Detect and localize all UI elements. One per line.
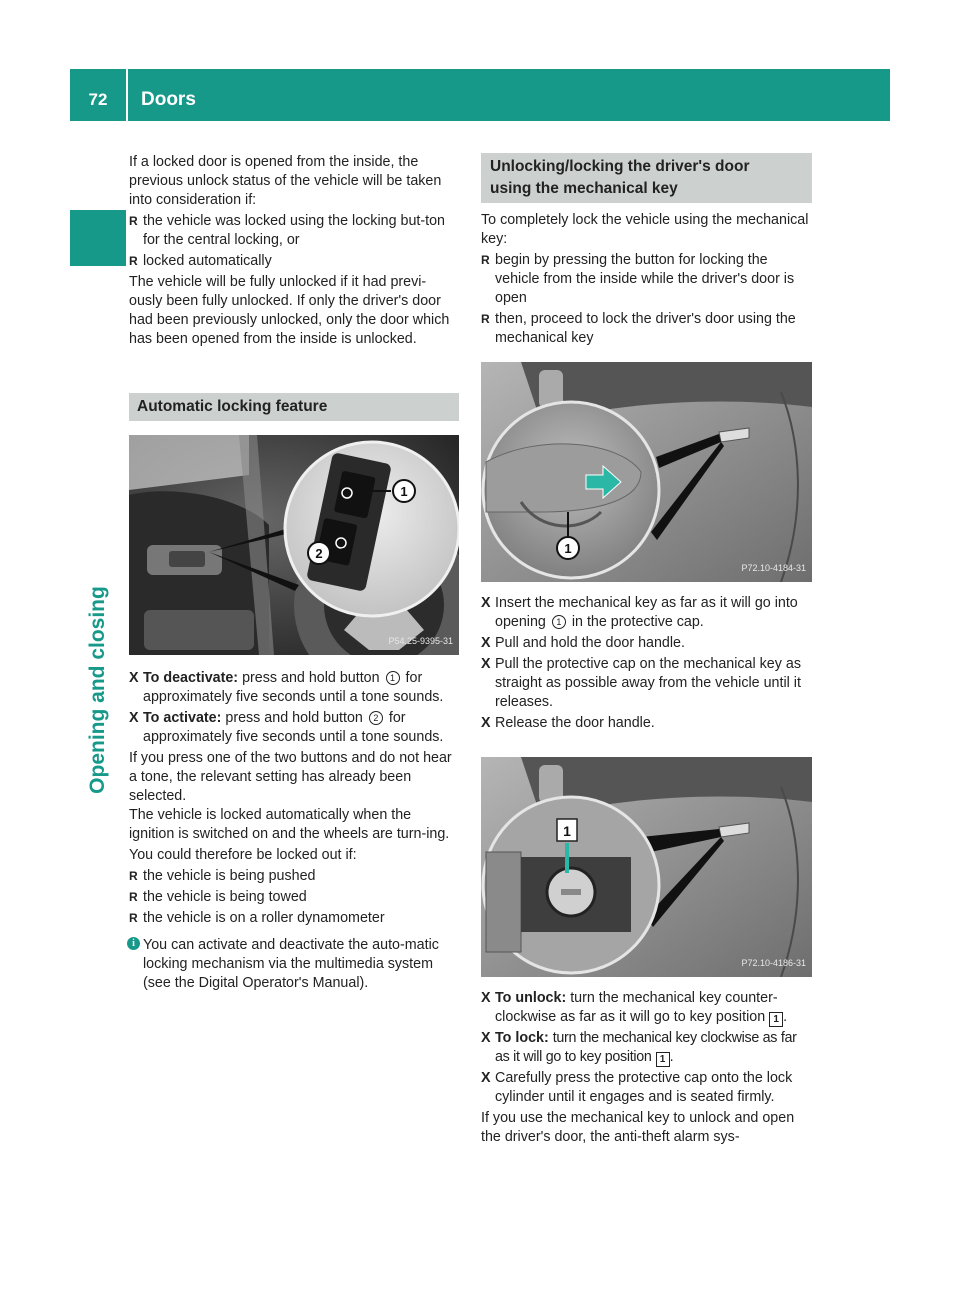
info-note [129, 936, 459, 993]
step-label: To unlock: [495, 990, 567, 1006]
step-lock [481, 1029, 812, 1067]
lock-cylinder-figure [481, 757, 812, 977]
bullet-mark: R [129, 214, 138, 228]
list-item [481, 251, 812, 308]
chapter-label: Opening and closing [86, 586, 109, 794]
step-pull-cap [481, 655, 812, 712]
door-handle-illustration [481, 362, 812, 582]
step-deactivate [129, 669, 459, 707]
list-item-text: the vehicle is being pushed [143, 868, 316, 884]
header-divider [126, 69, 128, 121]
step-mark: X [481, 715, 491, 731]
list-item [129, 212, 459, 250]
step-release-handle [481, 714, 812, 733]
step-text: for approximately five seconds until a tone sounds. [143, 710, 444, 745]
list-item-text: the vehicle is on a roller dynamometer [143, 910, 385, 926]
punctuation: . [669, 1049, 674, 1065]
section-heading: Automatic locking feature [129, 393, 459, 421]
step-mark: X [481, 990, 491, 1006]
step-mark: X [481, 1070, 491, 1086]
step-text: turn the mechanical key clockwise as far as it will go to key position [495, 1030, 797, 1065]
step-text: Release the door handle. [495, 715, 655, 731]
list-item [481, 310, 812, 348]
bullet-mark: R [129, 911, 138, 925]
already-selected-paragraph: If you press one of the two buttons and do not hear a tone, the relevant setting has already been selected. [129, 750, 452, 804]
punctuation: . [783, 1009, 788, 1025]
svg-text:2: 2 [315, 546, 323, 561]
step-mark: X [481, 1030, 491, 1046]
step-insert-key [481, 594, 812, 632]
step-activate [129, 709, 459, 747]
step-text: Pull the protective cap on the mechanical key as straight as possible away from the vehicle until it releases. [495, 656, 801, 710]
step-unlock [481, 989, 812, 1027]
bullet-mark: R [481, 253, 490, 267]
step-text: press and hold button [242, 670, 380, 686]
activation-steps [129, 669, 459, 747]
list-item-text: begin by pressing the button for locking the vehicle from the inside while the driver's door is open [495, 252, 795, 306]
anti-theft-paragraph: If you use the mechanical key to unlock and open the driver's door, the anti-theft alarm sys- [481, 1110, 795, 1145]
step-text: Carefully press the protective cap onto the lock cylinder until it engages and is seated firmly. [495, 1070, 793, 1105]
figure-code: P54.25-9395-31 [388, 636, 453, 646]
mechanical-key-intro: To completely lock the vehicle using the mechanical key: [481, 212, 809, 247]
mechanical-key-bullets [481, 251, 812, 348]
figure-code: P72.10-4186-31 [741, 958, 806, 968]
auto-lock-paragraph: The vehicle is locked automatically when the ignition is switched on and the wheels are turn-ing. [129, 807, 450, 842]
list-item-text: locked automatically [143, 253, 272, 269]
bullet-mark: R [129, 869, 138, 883]
svg-text:1: 1 [400, 484, 408, 499]
list-item [129, 909, 459, 928]
list-item [129, 888, 459, 907]
step-mark: X [129, 670, 139, 686]
intro-bullet-list [129, 212, 459, 271]
key-position-callout: 1 [563, 823, 571, 839]
step-pull-handle [481, 634, 812, 653]
step-label: To activate: [143, 710, 222, 726]
lock-cylinder-illustration [481, 757, 812, 977]
figure-code: P72.10-4184-31 [741, 563, 806, 573]
callout-1: 1 [552, 615, 566, 629]
automatic-locking-figure [129, 435, 459, 655]
step-label: To deactivate: [143, 670, 239, 686]
left-column [129, 153, 459, 993]
lockout-bullet-list [129, 867, 459, 928]
intro-paragraph: If a locked door is opened from the inside, the previous unlock status of the vehicle will be taken into consideration if: [129, 154, 442, 208]
locked-out-paragraph: You could therefore be locked out if: [129, 847, 357, 863]
step-text: for approximately five seconds until a tone sounds. [143, 670, 444, 705]
step-mark: X [481, 595, 491, 611]
step-text: Insert the mechanical key as far as it will go into opening [495, 595, 798, 630]
bullet-mark: R [481, 312, 490, 326]
step-text: turn the mechanical key counter-clockwise as far as it will go to key position [495, 990, 778, 1025]
step-mark: X [481, 656, 491, 672]
step-text: Pull and hold the door handle. [495, 635, 685, 651]
bullet-mark: R [129, 890, 138, 904]
info-icon: i [127, 937, 140, 950]
unlock-status-paragraph: The vehicle will be fully unlocked if it had previ-ously been fully unlocked. If only the driver's door had been previously unlocked, only the door which has been opened from the inside is unlocked. [129, 274, 450, 347]
step-text: press and hold button [225, 710, 363, 726]
step-mark: X [129, 710, 139, 726]
callout-1: 1 [386, 671, 400, 685]
cap-removal-steps [481, 594, 812, 733]
right-column [481, 153, 812, 1147]
page-title: Doors [141, 89, 196, 110]
section-heading: Unlocking/locking the driver's door using the mechanical key [481, 153, 812, 203]
list-item [129, 252, 459, 271]
list-item [129, 867, 459, 886]
step-label: To lock: [495, 1030, 549, 1046]
callout-2: 2 [369, 711, 383, 725]
page-number: 72 [88, 90, 108, 109]
list-item-text: the vehicle was locked using the locking but-ton for the central locking, or [143, 213, 446, 248]
lock-unlock-steps [481, 989, 812, 1107]
list-item-text: the vehicle is being towed [143, 889, 307, 905]
step-mark: X [481, 635, 491, 651]
key-position-1: 1 [656, 1052, 670, 1067]
info-text: You can activate and deactivate the auto-matic locking mechanism via the multimedia system (see the Digital Operator's Manual). [143, 937, 439, 991]
bullet-mark: R [129, 254, 138, 268]
key-position-1: 1 [769, 1012, 783, 1027]
callout-1: 1 [564, 541, 572, 556]
chapter-marker [70, 210, 126, 266]
door-switch-illustration [129, 435, 459, 655]
step-press-cap [481, 1069, 812, 1107]
step-text: in the protective cap. [571, 614, 704, 630]
door-handle-figure [481, 362, 812, 582]
list-item-text: then, proceed to lock the driver's door using the mechanical key [495, 311, 796, 346]
